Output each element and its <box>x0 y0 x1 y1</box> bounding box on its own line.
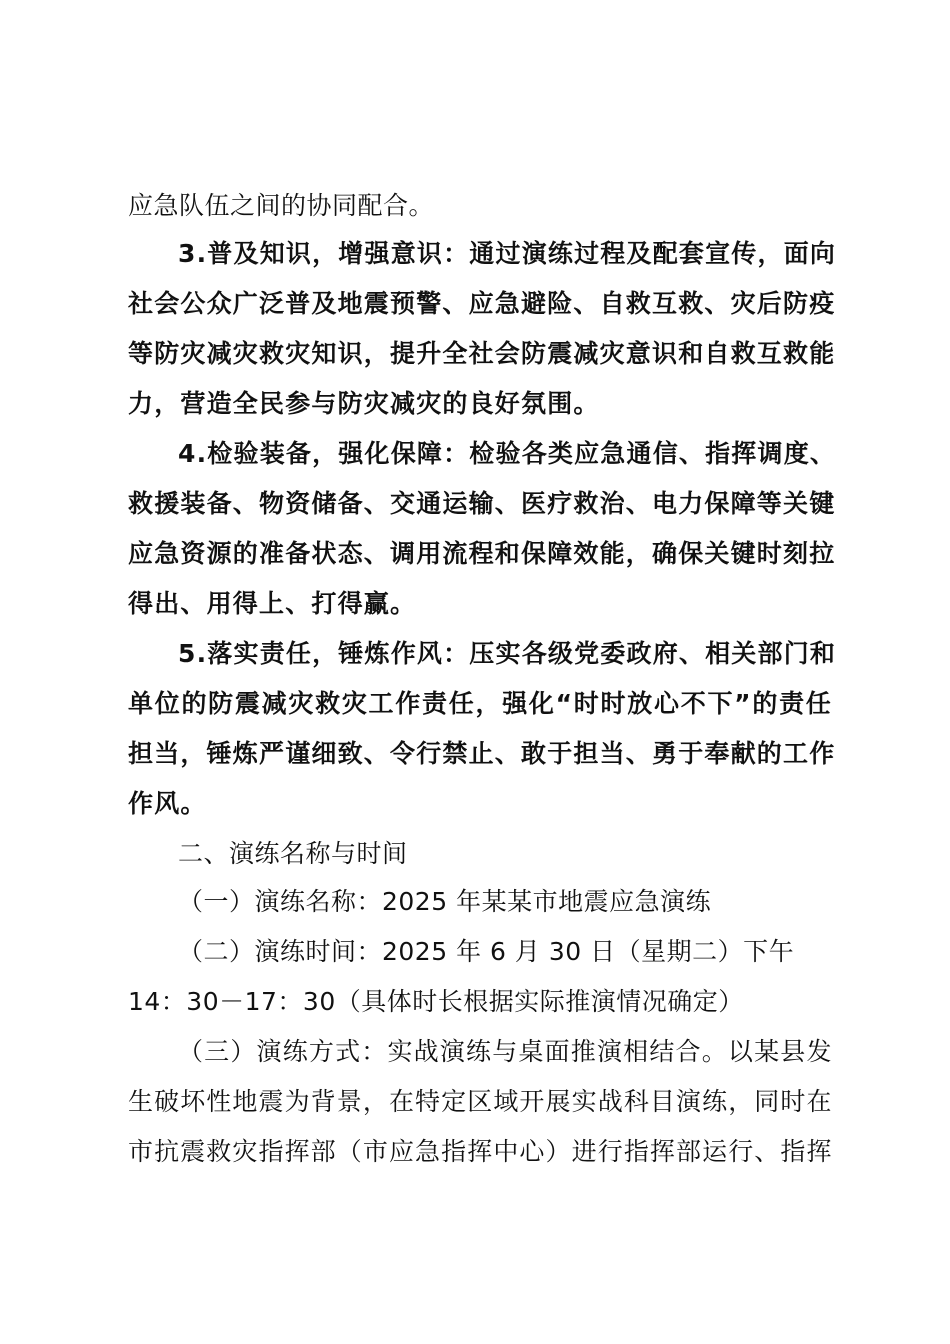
objective-5-body-line: 作风。 <box>128 789 207 818</box>
objective-4-body-line: 救援装备、物资储备、交通运输、医疗救治、电力保障等关键 <box>128 489 836 518</box>
drill-time-line: （二）演练时间：2025 年 6 月 30 日（星期二）下午 <box>178 937 795 966</box>
objective-4-body-line: 应急资源的准备状态、调用流程和保障效能，确保关键时刻拉 <box>128 539 836 568</box>
section-2-heading: 二、演练名称与时间 <box>178 839 408 868</box>
drill-time-continuation-line: 14：30－17：30（具体时长根据实际推演情况确定） <box>128 987 744 1016</box>
drill-method-line: （三）演练方式：实战演练与桌面推演相结合。以某县发 <box>178 1037 832 1066</box>
drill-method-body-line: 市抗震救灾指挥部（市应急指挥中心）进行指挥部运行、指挥 <box>128 1137 832 1166</box>
paragraph-continuation-line: 应急队伍之间的协同配合。 <box>128 191 435 220</box>
drill-name-line: （一）演练名称：2025 年某某市地震应急演练 <box>178 887 712 916</box>
objective-5-body-line: 担当，锤炼严谨细致、令行禁止、敢于担当、勇于奉献的工作 <box>128 739 836 768</box>
objective-5-heading-line: 5.落实责任，锤炼作风：压实各级党委政府、相关部门和 <box>178 639 837 668</box>
objective-3-body-line: 社会公众广泛普及地震预警、应急避险、自救互救、灾后防疫 <box>128 289 836 318</box>
objective-4-heading-line: 4.检验装备，强化保障：检验各类应急通信、指挥调度、 <box>178 439 837 468</box>
objective-5-body-line: 单位的防震减灾救灾工作责任，强化“时时放心不下”的责任 <box>128 689 832 718</box>
objective-3-heading-line: 3.普及知识，增强意识：通过演练过程及配套宣传，面向 <box>178 239 837 268</box>
objective-3-body-line: 力，营造全民参与防灾减灾的良好氛围。 <box>128 389 600 418</box>
objective-4-body-line: 得出、用得上、打得赢。 <box>128 589 417 618</box>
drill-method-body-line: 生破坏性地震为背景，在特定区域开展实战科目演练，同时在 <box>128 1087 832 1116</box>
objective-3-body-line: 等防灾减灾救灾知识，提升全社会防震减灾意识和自救互救能 <box>128 339 836 368</box>
